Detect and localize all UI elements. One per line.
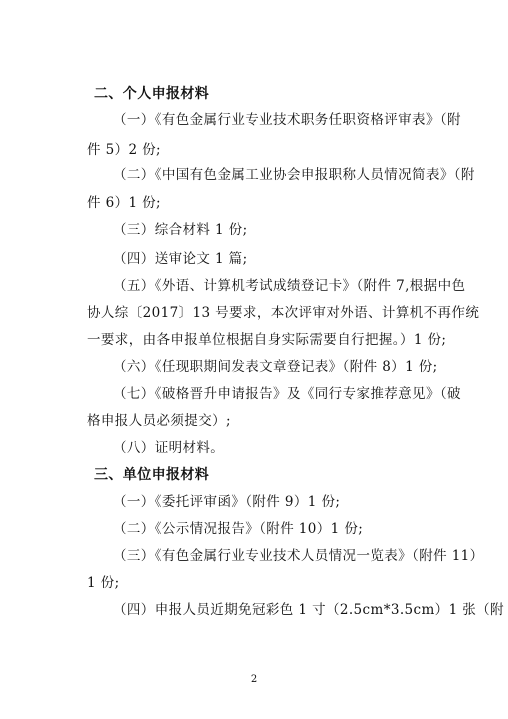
list-item-line: （一）《委托评审函》（附件 9）1 份; xyxy=(113,494,341,510)
list-item-line: （四）申报人员近期免冠彩色 1 寸（2.5cm*3.5cm）1 张（附 xyxy=(113,602,504,618)
list-item-line: 一要求，由各申报单位根据自身实际需要自行把握。）1 份; xyxy=(87,332,447,348)
list-item-line: 协人综〔2017〕13 号要求，本次评审对外语、计算机不再作统 xyxy=(87,305,480,321)
list-item-line: （八）证明材料。 xyxy=(113,440,225,456)
list-item-line: 1 份; xyxy=(87,575,120,591)
list-item-line: （七）《破格晋升申请报告》及《同行专家推荐意见》（破 xyxy=(113,386,461,402)
list-item-line: 件 6）1 份; xyxy=(87,195,162,211)
list-item-line: （一）《有色金属行业专业技术职务任职资格评审表》（附 xyxy=(113,112,461,128)
list-item-line: （二）《中国有色金属工业协会申报职称人员情况简表》（附 xyxy=(113,167,475,183)
list-item-line: 件 5）2 份; xyxy=(87,142,162,158)
list-item-line: 格申报人员必须提交）; xyxy=(87,413,231,429)
list-item-line: （五）《外语、计算机考试成绩登记卡》（附件 7,根据中色 xyxy=(113,278,466,294)
section-heading-personal: 二、个人申报材料 xyxy=(94,86,210,102)
list-item-line: （六）《任现职期间发表文章登记表》（附件 8）1 份; xyxy=(113,359,438,375)
list-item-line: （二）《公示情况报告》（附件 10）1 份; xyxy=(113,521,364,537)
list-item-line: （三）《有色金属行业专业技术人员情况一览表》（附件 11） xyxy=(113,548,484,564)
list-item-line: （三）综合材料 1 份; xyxy=(113,222,248,238)
list-item-line: （四）送审论文 1 篇; xyxy=(113,251,248,267)
section-heading-unit: 三、单位申报材料 xyxy=(94,467,210,483)
page-number: 2 xyxy=(250,674,258,685)
